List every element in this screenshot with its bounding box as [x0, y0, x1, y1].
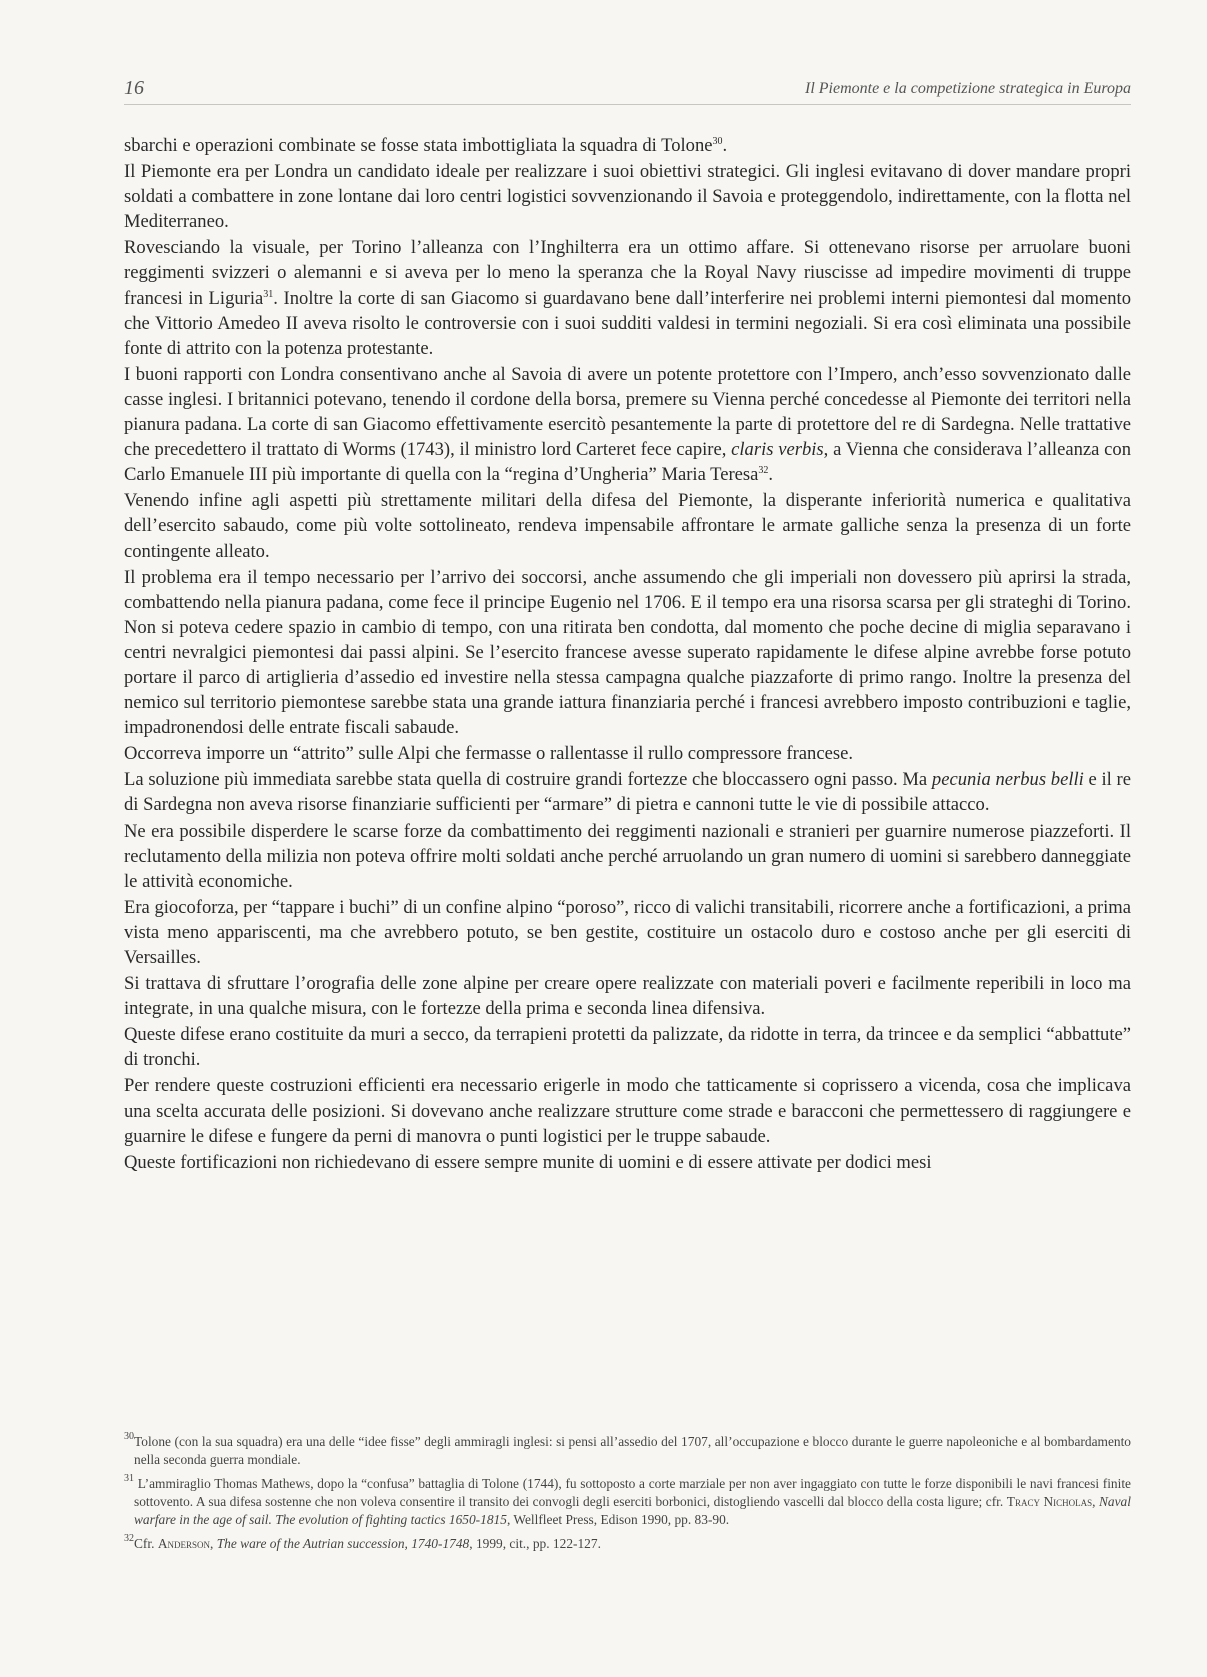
citation-title: The ware of the Autrian succession, 1740-1748: [216, 1536, 470, 1551]
italic-phrase: claris verbis: [731, 439, 824, 461]
paragraph: Per rendere queste costruzioni efficienti era necessario erigerle in modo che tatticamente si coprissero a vicenda, cosa che implicava una scelta accurata delle posizioni. Si dovevano anche realizzare strutture come strade e baracconi che permettessero di raggiungere e guarnire le difese e fungere da perni di manovra o punti logistici per le truppe sabaude.: [124, 1075, 1131, 1147]
footnote-text: ,: [1092, 1494, 1099, 1509]
paragraph: [124, 133, 1131, 158]
paragraph: Ne era possibile disperdere le scarse forze da combattimento dei reggimenti nazionali e stranieri per guarnire numerose piazzeforti. Il reclutamento della milizia non poteva offrire molti soldati anche perché arruolando un gran numero di uomini si sarebbero danneggiate le attività economiche.: [124, 820, 1131, 892]
footnote-text: Cfr.: [134, 1536, 158, 1551]
paragraph: Il problema era il tempo necessario per l’arrivo dei soccorsi, anche assumendo che gli imperiali non dovessero più aprirsi la strada, combattendo nella pianura padana, come fece il principe Eugenio nel 1706. E il tempo era una risorsa scarsa per gli strateghi di Torino. Non si poteva cedere spazio in cambio di tempo, con una ritirata ben condotta, dal momento che poche decine di miglia separavano i centri nevralgici piemontesi dai passi alpini. Se l’esercito francese avesse superato rapidamente le difese alpine avrebbe forse potuto portare il parco di artiglieria d’assedio ed investire nella stessa campagna qualche piazzaforte di primo rango. Inoltre la presenza del nemico sul territorio piemontese sarebbe stata una grande iattura finanziaria perché i francesi avrebbero imposto contribuzioni e taglie, impadronendosi delle entrate fiscali sabaude.: [124, 566, 1131, 739]
paragraph: Venendo infine agli aspetti più strettamente militari della difesa del Piemonte, la disperante inferiorità numerica e qualitativa dell’esercito sabaudo, come più volte sottolineato, rendeva impensabile affrontare le armate galliche senza la presenza di un forte contingente alleato.: [124, 490, 1131, 562]
running-title: Il Piemonte e la competizione strategica in Europa: [804, 80, 1131, 97]
footnote-text: , Wellfleet Press, Edison 1990, pp. 83-90.: [506, 1512, 730, 1527]
paragraph: Si trattava di sfruttare l’orografia delle zone alpine per creare opere realizzate con materiali poveri e facilmente reperibili in loco ma integrate, in una qualche misura, con le fortezze della prima e seconda linea difensiva.: [124, 973, 1131, 1020]
paragraph: Queste difese erano costituite da muri a secco, da terrapieni protetti da palizzate, da ridotte in terra, da trincee e da semplici “abbattute” di tronchi.: [124, 1024, 1131, 1071]
text-run: e il re di Sardegna non aveva risorse finanziarie sufficienti per “armare” di pietra e cannoni tutte le vie di possibile attacco.: [124, 769, 1131, 816]
footnote-mark: 32: [124, 1533, 134, 1544]
text-run: , a Vienna che considerava l’alleanza con Carlo Emanuele III più importante di quella con la “regina d’Ungheria” Maria Teresa: [124, 439, 1131, 486]
text-run: I buoni rapporti con Londra consentivano anche al Savoia di avere un potente protettore con l’Impero, anch’esso sovvenzionato dalle casse inglesi. I britannici potevano, tenendo il cordone della borsa, premere su Vienna perché concedesse al Piemonte dei territori nella pianura padana. La corte di san Giacomo effettivamente esercitò pesantemente la parte di protettore del re di Sardegna. Nelle trattative che precedettero il trattato di Worms (1743), il ministro lord Carteret fece capire,: [124, 363, 1131, 461]
footnote-ref: 30: [712, 136, 723, 147]
paragraph: Queste fortificazioni non richiedevano di essere sempre munite di uomini e di essere attivate per dodici mesi: [124, 1151, 932, 1173]
footnote-ref: 31: [263, 288, 274, 300]
text-run: Rovesciando la visuale, per Torino l’alleanza con l’Inghilterra era un ottimo affare. Si ottenevano risorse per arruolare buoni reggimenti svizzeri o alemanni e si aveva per lo meno la speranza che la Royal Navy riuscisse ad impedire movimenti di truppe francesi in Liguria: [124, 237, 1131, 309]
footnote-30: [124, 1433, 1131, 1469]
footnote-mark: 31: [124, 1473, 134, 1484]
citation-title: Naval warfare in the age of sail. The evolution of fighting tactics 1650-1815: [134, 1494, 1131, 1527]
footnote-ref: 32: [758, 465, 769, 477]
text-run: .: [768, 464, 774, 486]
citation-author: Anderson: [157, 1536, 210, 1551]
text-run: . Inoltre la corte di san Giacomo si guardavano bene dall’interferire nei problemi interni piemontesi dal momento che Vittorio Amedeo II aveva risolto le controversie con i suoi sudditi valdesi in termini negoziali. Si era così eliminata una possibile fonte di attrito con la potenza protestante.: [124, 287, 1131, 359]
footnote-32: [124, 1535, 1131, 1553]
paragraph: [124, 362, 1131, 487]
page-number: 16: [124, 77, 144, 99]
citation-author: Tracy Nicholas: [1006, 1494, 1093, 1509]
paragraph: Il Piemonte era per Londra un candidato ideale per realizzare i suoi obiettivi strategici. Gli inglesi evitavano di dover mandare propri soldati a combattere in zone lontane dai loro centri logistici sovvenzionando il Savoia e proteggendolo, indirettamente, con la flotta nel Mediterraneo.: [124, 161, 1131, 233]
text-run: sbarchi e operazioni combinate se fosse stata imbottigliata la squadra di Tolone: [124, 135, 713, 156]
main-text: [124, 133, 1131, 1175]
footnote-text: , 1999, cit., pp. 122-127.: [469, 1536, 601, 1551]
paragraph: [124, 235, 1131, 360]
footnote-31: [124, 1475, 1131, 1529]
text-run: La soluzione più immediata sarebbe stata quella di costruire grandi fortezze che bloccassero ogni passo. Ma: [124, 769, 932, 791]
footnote-text: L’ammiraglio Thomas Mathews, dopo la “confusa” battaglia di Tolone (1744), fu sottoposto a corte marziale per non aver ingaggiato con tutte le forze disponibili le navi francesi finite sottovento. A sua difesa sostenne che non voleva consentire il transito dei convogli degli eserciti borbonici, distogliendo vascelli dal blocco della costa ligure; cfr.: [134, 1476, 1131, 1509]
paragraph: Era giocoforza, per “tappare i buchi” di un confine alpino “poroso”, ricco di valichi transitabili, ricorrere anche a fortificazioni, a prima vista meno appariscenti, ma che avrebbero potuto, se ben gestite, costituire un ostacolo duro e costoso anche per gli eserciti di Versailles.: [124, 896, 1131, 968]
footnote-text: Tolone (con la sua squadra) era una delle “idee fisse” degli ammiragli inglesi: si pensi all’assedio del 1707, all’occupazione e blocco durante le guerre napoleoniche e al bombardamento nella seconda guerra mondiale.: [134, 1434, 1131, 1467]
text-run: .: [722, 135, 728, 156]
footnote-text: ,: [210, 1536, 217, 1551]
paragraph: Occorreva imporre un “attrito” sulle Alpi che fermasse o rallentasse il rullo compressore francese.: [124, 743, 853, 765]
running-header: [124, 77, 1131, 105]
italic-phrase: pecunia nerbus belli: [931, 769, 1084, 791]
footnotes: [124, 1433, 1131, 1559]
footnote-mark: 30: [124, 1431, 134, 1442]
paragraph: [124, 767, 1131, 817]
